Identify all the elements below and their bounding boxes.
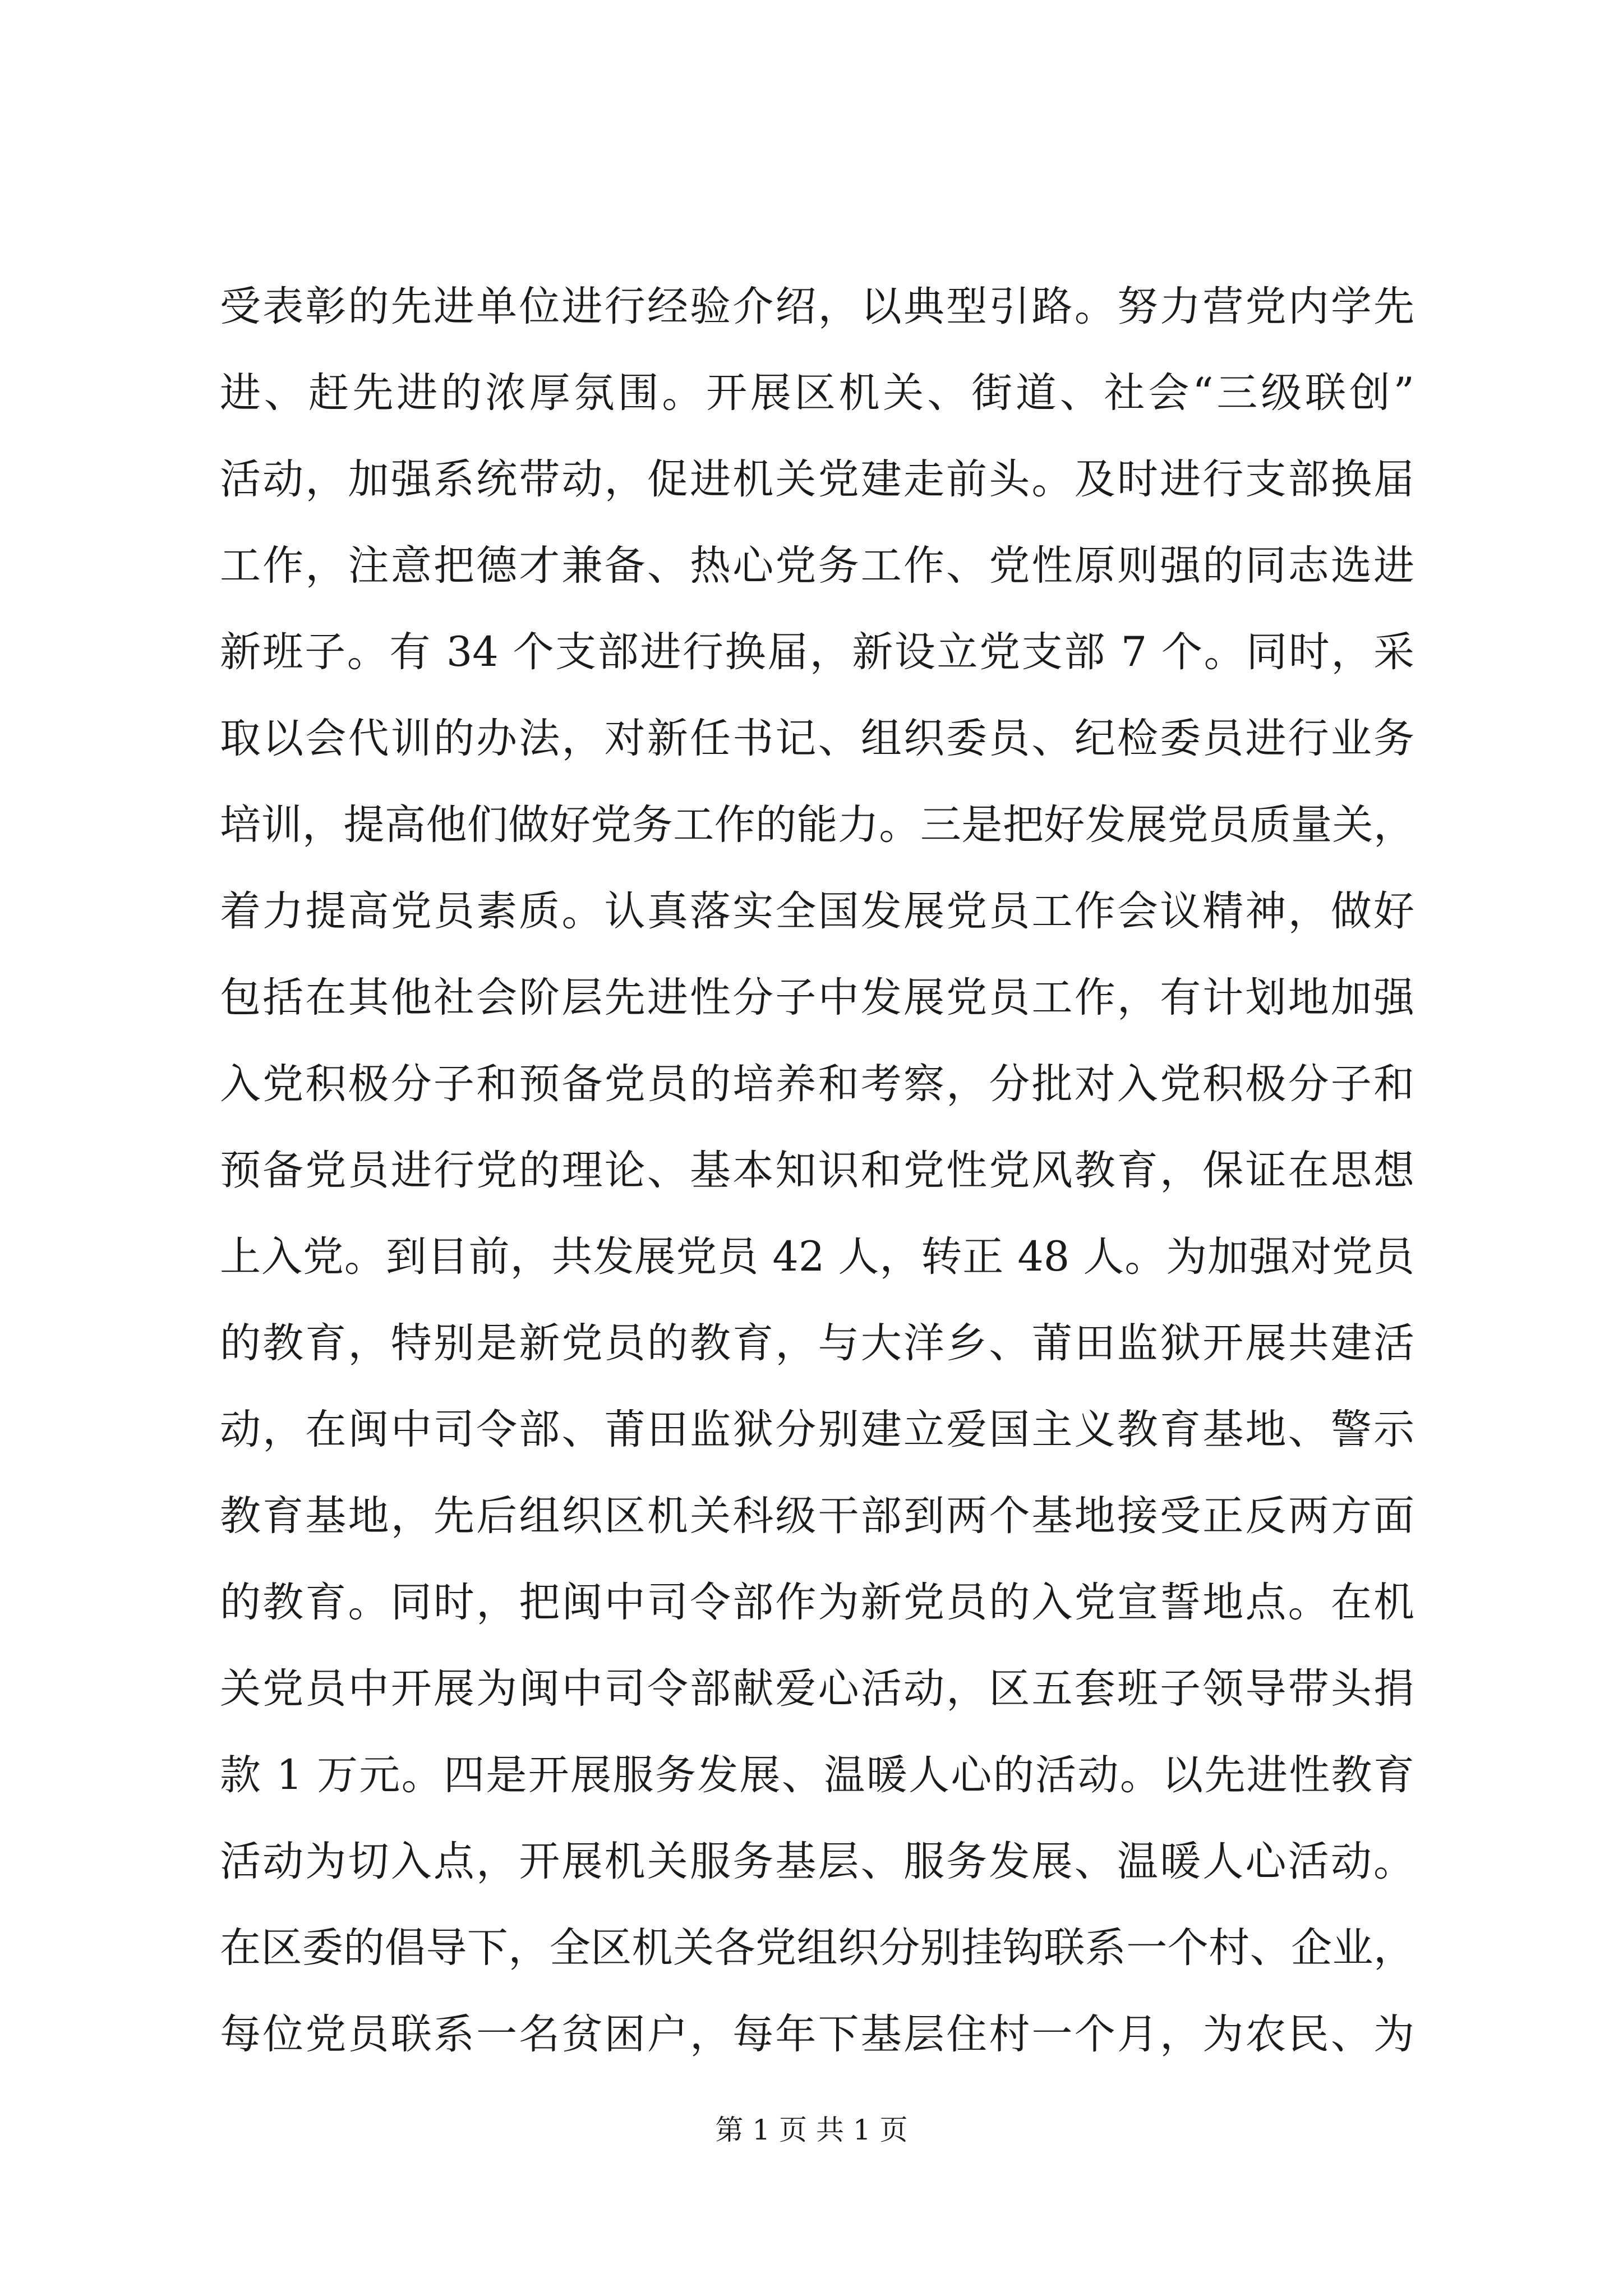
text-line: 着力提高党员素质。认真落实全国发展党员工作会议精神，做好 (220, 887, 1414, 935)
text-line: 受表彰的先进单位进行经验介绍，以典型引路。努力营党内学先 (220, 283, 1414, 330)
text-line: 的教育，特别是新党员的教育，与大洋乡、莆田监狱开展共建活 (220, 1319, 1414, 1367)
text-line: 预备党员进行党的理论、基本知识和党性党风教育，保证在思想 (220, 1147, 1414, 1194)
text-line: 动，在闽中司令部、莆田监狱分别建立爱国主义教育基地、警示 (220, 1406, 1414, 1453)
text-line: 入党积极分子和预备党员的培养和考察，分批对入党积极分子和 (220, 1060, 1414, 1108)
text-line: 取以会代训的办法，对新任书记、组织委员、纪检委员进行业务 (220, 715, 1414, 762)
body-text (220, 264, 1414, 2078)
text-line: 上入党。到目前，共发展党员 42 人，转正 48 人。为加强对党员 (220, 1233, 1414, 1281)
text-line: 包括在其他社会阶层先进性分子中发展党员工作，有计划地加强 (220, 974, 1414, 1022)
text-line: 每位党员联系一名贫困户，每年下基层住村一个月，为农民、为 (220, 2010, 1414, 2058)
text-line: 进、赶先进的浓厚氛围。开展区机关、街道、社会“三级联创” (220, 369, 1414, 417)
text-line: 的教育。同时，把闽中司令部作为新党员的入党宣誓地点。在机 (220, 1579, 1414, 1626)
text-line: 培训，提高他们做好党务工作的能力。三是把好发展党员质量关， (220, 801, 1414, 849)
text-line: 教育基地，先后组织区机关科级干部到两个基地接受正反两方面 (220, 1492, 1414, 1540)
text-line: 新班子。有 34 个支部进行换届，新设立党支部 7 个。同时，采 (220, 628, 1414, 676)
text-line: 关党员中开展为闽中司令部献爱心活动，区五套班子领导带头捐 (220, 1665, 1414, 1713)
text-line: 工作，注意把德才兼备、热心党务工作、党性原则强的同志选进 (220, 542, 1414, 590)
page-footer: 第 1 页 共 1 页 (715, 2114, 908, 2146)
text-line: 在区委的倡导下，全区机关各党组织分别挂钩联系一个村、企业， (220, 1924, 1414, 1972)
text-line: 活动，加强系统带动，促进机关党建走前头。及时进行支部换届 (220, 455, 1414, 503)
text-line: 活动为切入点，开展机关服务基层、服务发展、温暖人心活动。 (220, 1838, 1414, 1885)
text-line: 款 1 万元。四是开展服务发展、温暖人心的活动。以先进性教育 (220, 1751, 1414, 1799)
